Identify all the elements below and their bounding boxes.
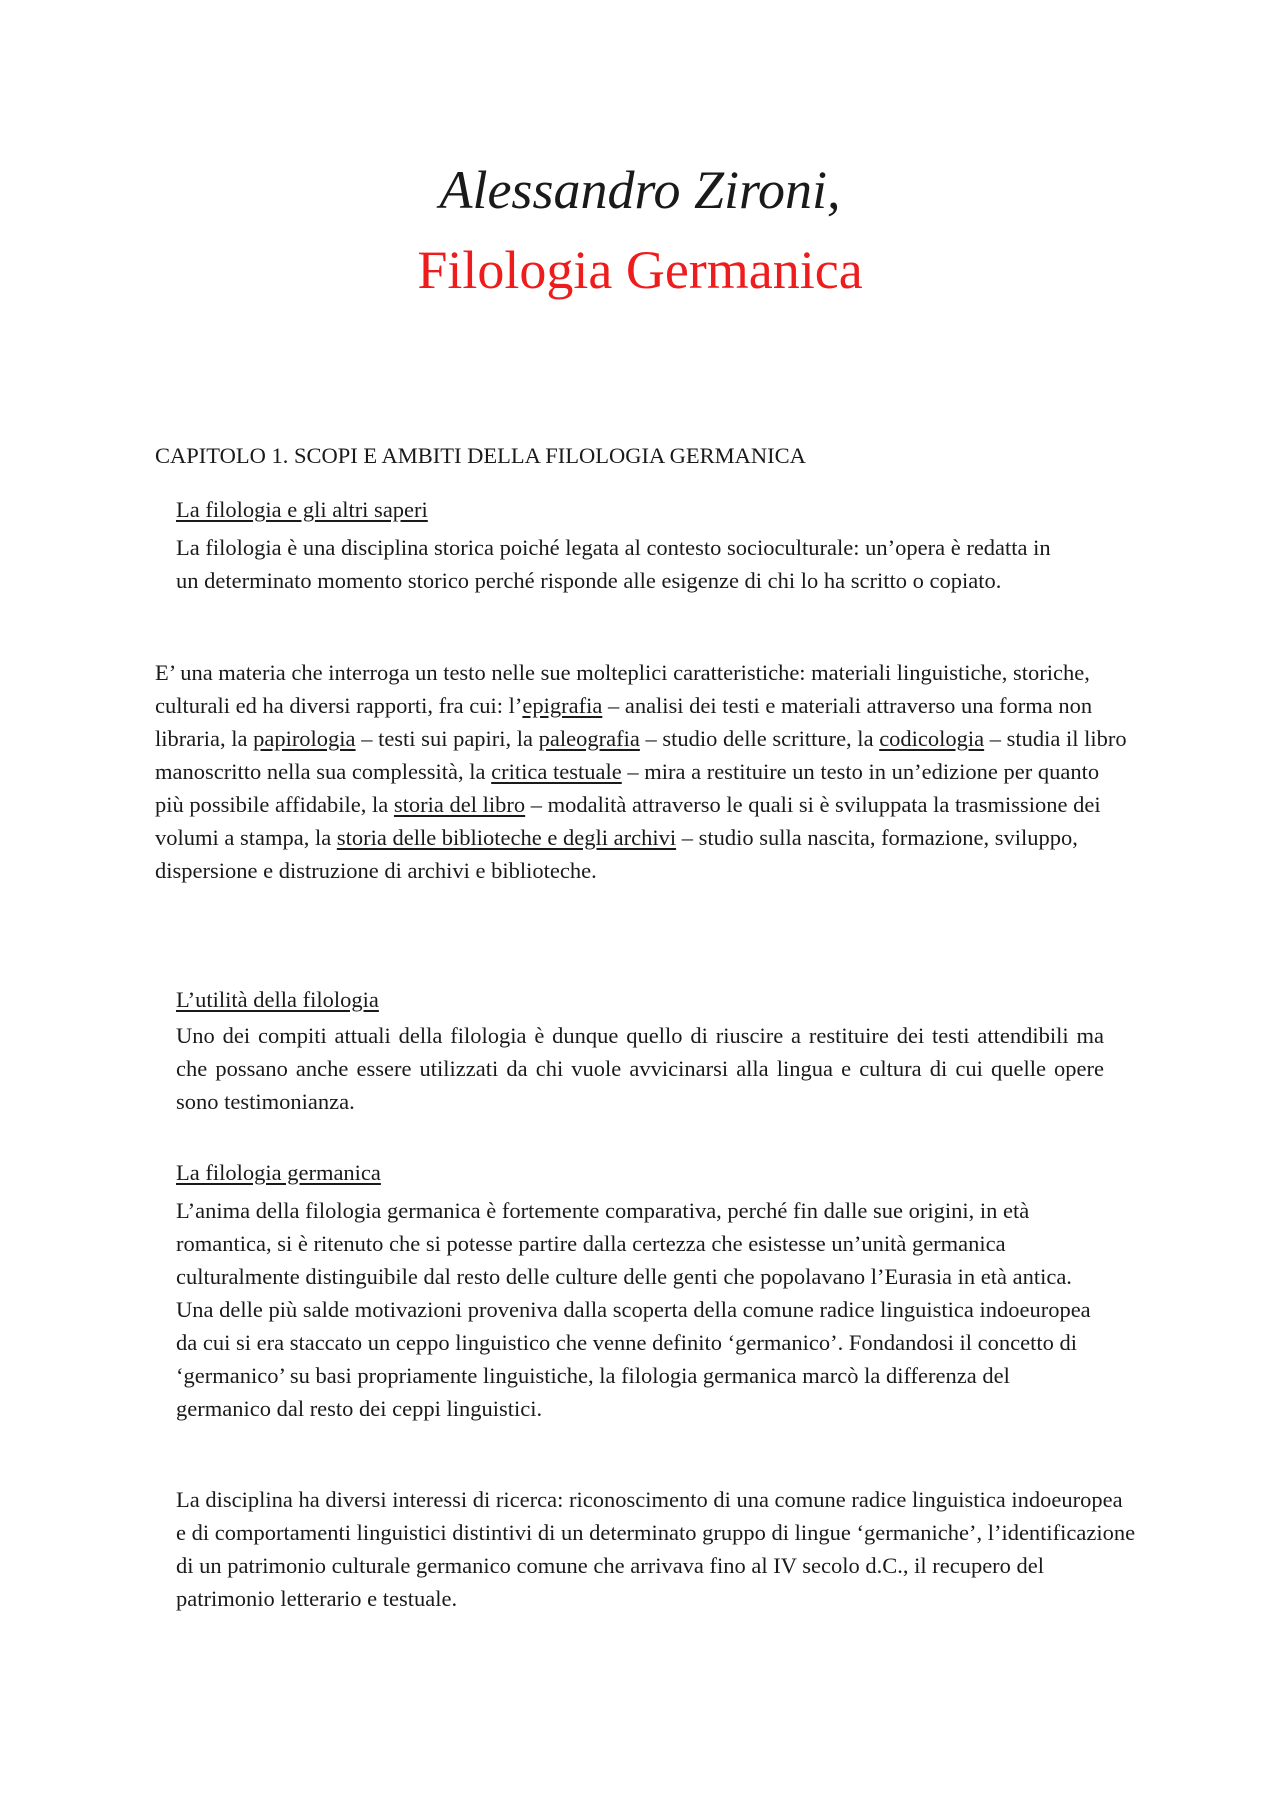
paragraph-germanica-2: La disciplina ha diversi interessi di ricerca: riconoscimento di una comune radice linguistica indoeuropea e di comportamenti linguistici distintivi di un determinato gruppo di lingue ‘germaniche’, l’identificazione di un patrimonio culturale germanico comune che arrivava fino al IV secolo d.C., il recupero del patrimonio letterario e testuale. — [176, 1487, 1136, 1611]
paragraph-materia: E’ una materia che interroga un testo nelle sue molteplici caratteristiche: materiali linguistiche, storiche, culturali ed ha diversi rapporti, fra cui: l’epigrafia – analisi dei testi e materiali attraverso una forma non libraria, la papirologia – testi sui papiri, la paleografia – studio delle scritture, la codicologia – studia il libro manoscritto nella sua complessità, la critica testuale – mira a restituire un testo in un’edizione per quanto più possibile affidabile, la storia del libro – modalità attraverso le quali si è sviluppata la trasmissione dei volumi a stampa, la storia delle biblioteche e degli archivi – studio sulla nascita, formazione, sviluppo, dispersione e distruzione di archivi e biblioteche. — [155, 660, 1127, 883]
term-paleografia: paleografia — [538, 726, 640, 751]
paragraph-germanica-1: L’anima della filologia germanica è fortemente comparativa, perché fin dalle sue origini, in età romantica, si è ritenuto che si potesse partire dalla certezza che esistesse un’unità germanica culturalmente distinguibile dal resto delle culture delle genti che popolavano l’Eurasia in età antica. Una delle più salde motivazioni proveniva dalla scoperta della comune radice linguistica indoeuropea da cui si era staccato un ceppo linguistico che venne definito ‘germanico’. Fondandosi il concetto di ‘germanico’ su basi propriamente linguistiche, la filologia germanica marcò la differenza del germanico dal resto dei ceppi linguistici. — [176, 1198, 1091, 1421]
term-critica-testuale: critica testuale — [491, 759, 622, 784]
section-heading-germanica: La filologia germanica — [176, 1160, 381, 1185]
paragraph-utilita: Uno dei compiti attuali della filologia è dunque quello di riuscire a restituire dei testi attendibili ma che possano anche essere utilizzati da chi vuole avvicinarsi alla lingua e cultura di cui quelle opere sono testimonianza. — [176, 1023, 1104, 1114]
section-heading-saperi: La filologia e gli altri saperi — [176, 497, 428, 522]
term-codicologia: codicologia — [879, 726, 985, 751]
term-storia-biblioteche-archivi: storia delle biblioteche e degli archivi — [336, 825, 677, 850]
chapter-heading: CAPITOLO 1. SCOPI E AMBITI DELLA FILOLOGIA GERMANICA — [155, 443, 806, 468]
term-epigrafia: epigrafia — [522, 693, 603, 718]
author-title: Alessandro Zironi, — [439, 160, 841, 220]
section-heading-utilita: L’utilità della filologia — [176, 987, 379, 1012]
term-storia-del-libro: storia del libro — [393, 792, 526, 817]
subject-title: Filologia Germanica — [417, 240, 863, 300]
paragraph-saperi: La filologia è una disciplina storica poiché legata al contesto socioculturale: un’opera è redatta in un determinato momento storico perché risponde alle esigenze di chi lo ha scritto o copiato. — [176, 535, 1051, 593]
term-papirologia: papirologia — [253, 726, 356, 751]
